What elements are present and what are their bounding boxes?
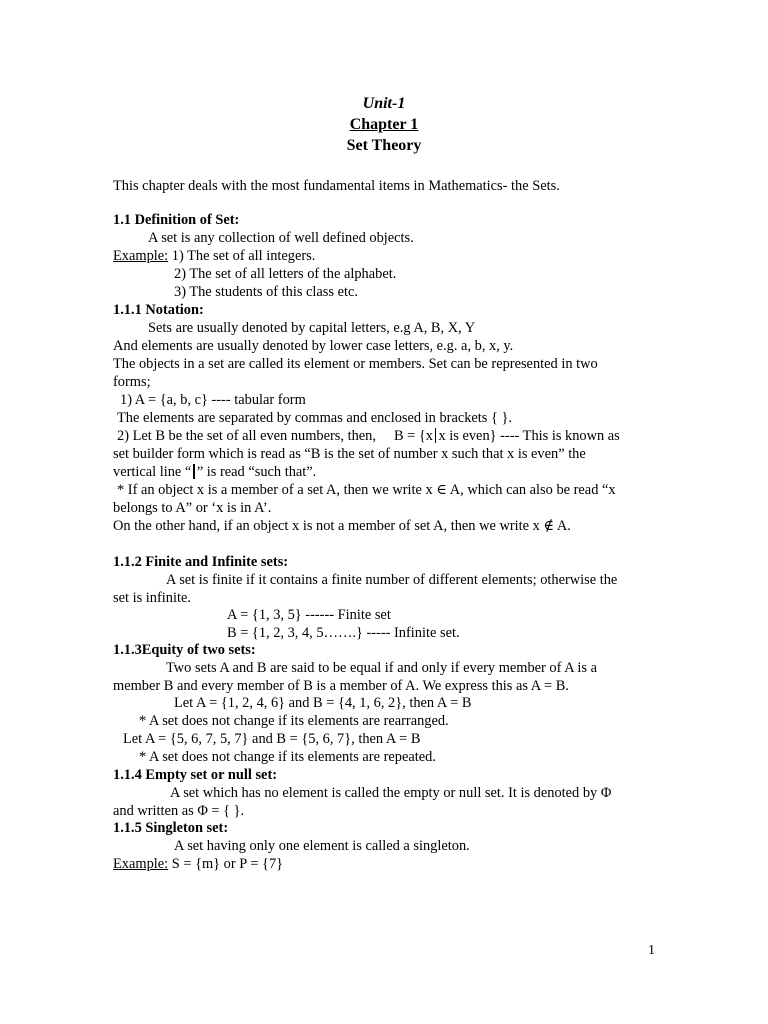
empty-set-line-2: and written as Φ = { }. (113, 803, 245, 819)
singleton-example: Example: S = {m} or P = {7} (113, 856, 284, 872)
section-heading-1-1-2: 1.1.2 Finite and Infinite sets: (113, 554, 289, 570)
finite-line-1: A set is finite if it contains a finite number of different elements; otherwise the (166, 572, 618, 588)
section-heading-1-1-4: 1.1.4 Empty set or null set: (113, 767, 278, 783)
notation-line-8: set builder form which is read as “B is the set of number x such that x is even” the (113, 446, 586, 462)
notation-line-1: Sets are usually denoted by capital letters, e.g A, B, X, Y (148, 320, 476, 336)
section-heading-1-1: 1.1 Definition of Set: (113, 212, 240, 228)
notation-line-9: vertical line “ ” is read “such that”. (113, 464, 317, 480)
section-heading-1-1-1: 1.1.1 Notation: (113, 302, 204, 318)
intro-text: This chapter deals with the most fundamental items in Mathematics- the Sets. (113, 178, 560, 194)
chapter-label: Chapter 1 (349, 116, 419, 133)
notation-line-3: The objects in a set are called its element or members. Set can be represented in two (113, 356, 598, 372)
page-title: Set Theory (346, 137, 422, 154)
equity-line-5: Let A = {5, 6, 7, 5, 7} and B = {5, 6, 7}, then A = B (123, 731, 421, 747)
example-line-3: 3) The students of this class etc. (174, 284, 358, 300)
vertical-line-symbol (193, 464, 195, 479)
equity-line-2: member B and every member of B is a member of A. We express this as A = B. (113, 678, 569, 694)
section-heading-1-1-5: 1.1.5 Singleton set: (113, 820, 229, 836)
example-line-2: 2) The set of all letters of the alphabet. (174, 266, 397, 282)
notation-line-12: On the other hand, if an object x is not a member of set A, then we write x ∉ A. (113, 518, 571, 534)
singleton-line-1: A set having only one element is called a singleton. (174, 838, 470, 854)
notation-line-6: The elements are separated by commas and enclosed in brackets { }. (117, 410, 513, 426)
equity-line-1: Two sets A and B are said to be equal if and only if every member of A is a (166, 660, 598, 676)
equity-line-3: Let A = {1, 2, 4, 6} and B = {4, 1, 6, 2}, then A = B (174, 695, 472, 711)
page-number: 1 (648, 943, 655, 958)
example-line-1: Example: 1) The set of all integers. (113, 248, 316, 264)
infinite-example: B = {1, 2, 3, 4, 5…….} ----- Infinite set. (227, 625, 460, 641)
such-that-bar (435, 428, 437, 443)
notation-line-5: 1) A = {a, b, c} ---- tabular form (120, 392, 306, 408)
notation-line-2: And elements are usually denoted by lower case letters, e.g. a, b, x, y. (113, 338, 514, 354)
notation-line-11: belongs to A” or ‘x is in A’. (113, 500, 272, 516)
notation-line-4: forms; (113, 374, 151, 390)
equity-line-6: * A set does not change if its elements are repeated. (139, 749, 436, 765)
empty-set-line-1: A set which has no element is called the empty or null set. It is denoted by Φ (170, 785, 612, 801)
definition-text: A set is any collection of well defined objects. (148, 230, 414, 246)
finite-line-2: set is infinite. (113, 590, 191, 606)
notation-line-10: * If an object x is a member of a set A, then we write x ∈ A, which can also be read “x (117, 482, 616, 498)
finite-example: A = {1, 3, 5} ------ Finite set (227, 607, 391, 623)
unit-label: Unit-1 (362, 95, 406, 112)
equity-line-4: * A set does not change if its elements are rearranged. (139, 713, 449, 729)
section-heading-1-1-3: 1.1.3Equity of two sets: (113, 642, 256, 658)
notation-line-7: 2) Let B be the set of all even numbers, then, B = {x x is even} ---- This is known as (117, 428, 620, 444)
